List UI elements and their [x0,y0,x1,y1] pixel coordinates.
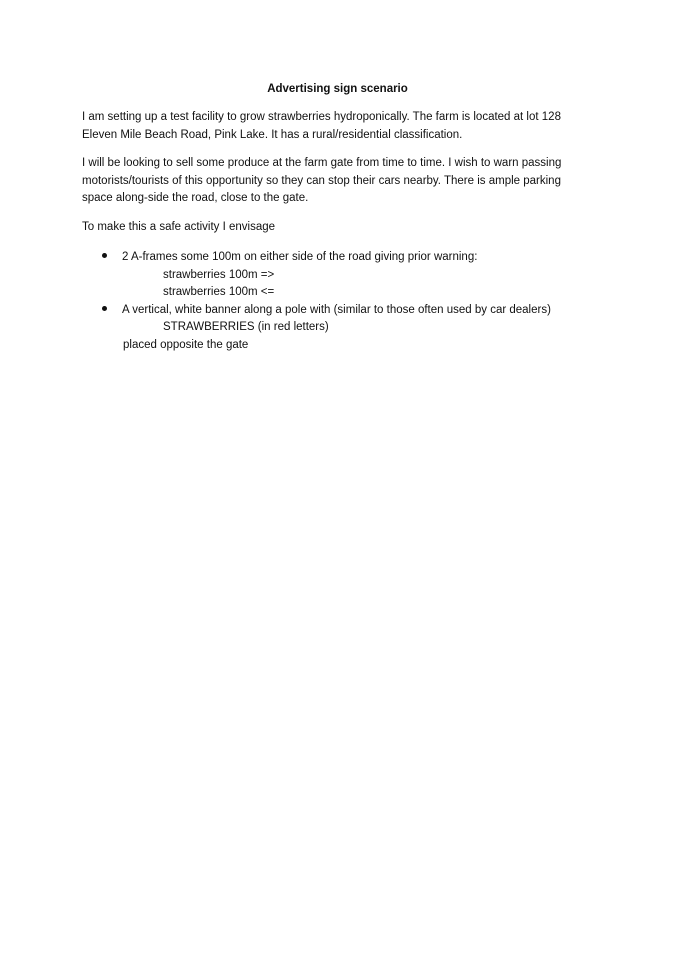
paragraph-facility: I am setting up a test facility to grow strawberries hydroponically. The farm is located at lot 128 Eleven Mile Beach Road, Pink Lake. It has a rural/residential classification. [82,111,561,141]
sign-text-forward: strawberries 100m => [163,269,275,281]
paragraph-selling: I will be looking to sell some produce at the farm gate from time to time. I wish to warn passing motorists/tourists of this opportunity so they can stop their cars nearby. There is ample parking space along-side the road, close to the gate. [82,157,562,205]
sign-text-backward: strawberries 100m <= [163,286,275,298]
bullet-item-banner [102,302,551,318]
bullet-item-a-frames [102,249,477,265]
document-title: Advertising sign scenario [267,83,408,95]
paragraph-safety-intro: To make this a safe activity I envisage [82,221,276,233]
bullet-text: A vertical, white banner along a pole with (similar to those often used by car dealers) [122,304,551,316]
bullet-icon [102,253,107,258]
banner-text: STRAWBERRIES (in red letters) [163,321,329,333]
bullet-text: 2 A-frames some 100m on either side of the road giving prior warning: [122,251,478,263]
banner-placement: placed opposite the gate [123,339,249,351]
bullet-icon [102,306,107,311]
